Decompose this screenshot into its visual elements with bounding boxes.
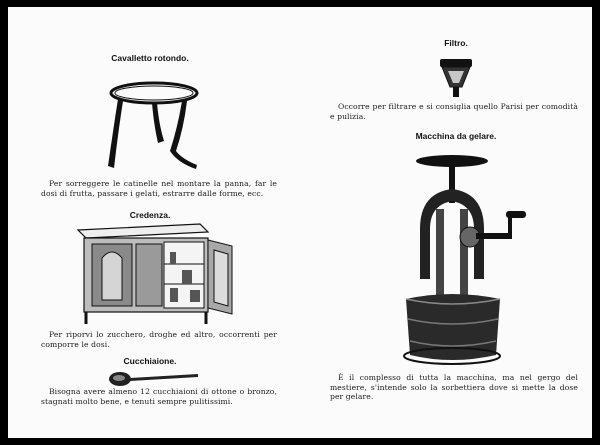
round-tripod-stand-illustration xyxy=(98,71,210,181)
item-caption-credenza: Per riporvi lo zucchero, droghe ed altro, occorrenti per comporre le dosi. xyxy=(41,330,277,349)
left-page xyxy=(8,7,300,438)
item-title-macchina: Macchina da gelare. xyxy=(415,131,497,141)
right-page xyxy=(300,7,592,438)
ice-cream-machine-illustration xyxy=(390,149,540,369)
catalog-spread xyxy=(8,7,592,438)
item-caption-filtro: Occorre per filtrare e si consiglia quello Parisi per comodità e pulizia. xyxy=(330,102,578,121)
item-title-filtro: Filtro. xyxy=(444,38,468,48)
filter-funnel-illustration xyxy=(438,53,474,101)
item-title-credenza: Credenza. xyxy=(129,210,171,220)
cupboard-illustration xyxy=(72,222,240,326)
item-caption-macchina: È il complesso di tutta la macchina, ma nel gergo del mestiere, s'intende solo la sorbettiera dove si mette la dose per gelare. xyxy=(330,373,578,402)
item-title-cucchiaione: Cucchiaione. xyxy=(123,356,177,366)
item-title-cavalletto: Cavalletto rotondo. xyxy=(111,53,189,63)
item-caption-cavalletto: Per sorreggere le catinelle nel montare la panna, far le dosi di frutta, passare i gelati, estrarre dalle forme, ecc. xyxy=(41,179,277,198)
item-caption-cucchiaione: Bisogna avere almeno 12 cucchiaioni di ottone o bronzo, stagnati molto bene, e tenuti sempre pulitissimi. xyxy=(41,387,277,406)
